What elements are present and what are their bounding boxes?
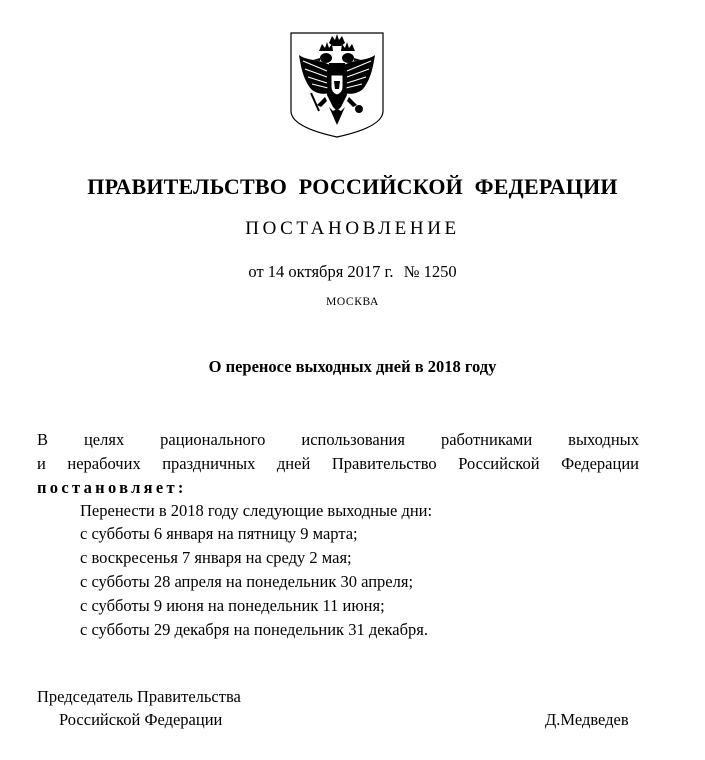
lead-sentence: Перенести в 2018 году следующие выходные дни: bbox=[80, 501, 433, 520]
city: МОСКВА bbox=[326, 296, 379, 308]
list-item: с субботы 28 апреля на понедельник 30 апреля; bbox=[80, 572, 414, 591]
government-name: ПРАВИТЕЛЬСТВО РОССИЙСКОЙ ФЕДЕРАЦИИ bbox=[87, 174, 618, 199]
decree-number: 1250 bbox=[423, 262, 457, 281]
date-line bbox=[0, 262, 705, 282]
signatory-title-line-2: Российской Федерации bbox=[59, 710, 223, 729]
document-type: ПОСТАНОВЛЕНИЕ bbox=[245, 218, 460, 239]
decree-subject: О переносе выходных дней в 2018 году bbox=[208, 357, 497, 376]
number-sign: № bbox=[403, 262, 420, 281]
signatory-name: Д.Медведев bbox=[545, 710, 629, 729]
intro-line-2: и нерабочих праздничных дней Правительство Российской Федерации bbox=[37, 454, 639, 473]
list-item: с воскресенья 7 января на среду 2 мая; bbox=[80, 548, 352, 567]
russian-coat-of-arms-icon bbox=[289, 31, 385, 139]
decides-word: постановляет: bbox=[37, 478, 187, 497]
intro-line-1: В целях рационального использования работниками выходных bbox=[37, 430, 639, 449]
list-item: с субботы 9 июня на понедельник 11 июня; bbox=[80, 596, 385, 615]
decree-date: от 14 октября 2017 г. bbox=[248, 262, 394, 281]
signatory-title-line-1: Председатель Правительства bbox=[37, 687, 241, 706]
list-item: с субботы 29 декабря на понедельник 31 декабря. bbox=[80, 620, 428, 639]
list-item: с субботы 6 января на пятницу 9 марта; bbox=[80, 524, 358, 543]
